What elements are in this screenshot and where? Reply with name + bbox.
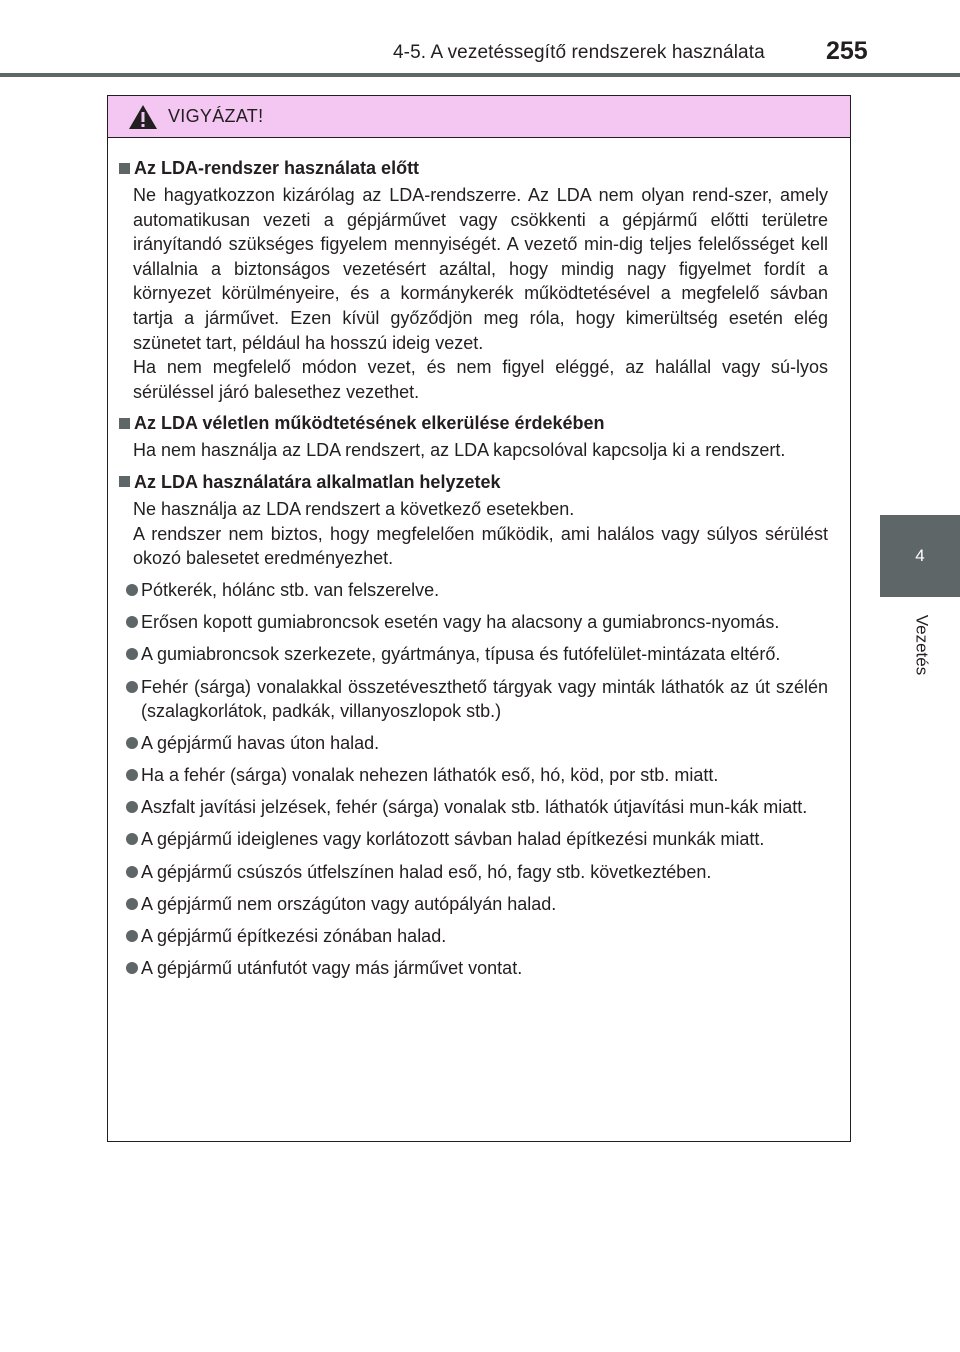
round-bullet-icon [126,930,138,942]
caution-header [108,96,850,138]
square-bullet-icon [119,476,130,487]
paragraph: Ne használja az LDA rendszert a következő esetekben. [133,498,575,519]
section-heading [118,470,840,494]
section-heading [118,411,840,435]
header-divider [0,73,960,77]
section-heading-text: Az LDA véletlen működtetésének elkerülése érdekében [134,413,605,434]
list-item-text: A gépjármű havas úton halad. [141,733,380,754]
paragraph: Ha nem megfelelő módon vezet, és nem figyel eléggé, az halállal vagy sú-lyos sérüléssel járó balesethez vezethet. [133,357,828,402]
round-bullet-icon [126,898,138,910]
list-item [125,578,828,603]
list-item [125,795,828,820]
list-item [125,731,828,756]
list-item-text: Ha a fehér (sárga) vonalak nehezen láthatók eső, hó, köd, por stb. miatt. [141,765,719,786]
chapter-tab[interactable] [880,515,960,597]
section-header-title: 4-5. A vezetéssegítő rendszerek használata [393,42,765,63]
list-item-text: A gépjármű csúszós útfelszínen halad eső, hó, fagy stb. következtében. [141,861,712,882]
list-item [125,610,828,635]
section-heading-text: Az LDA-rendszer használata előtt [134,158,420,178]
list-item-text: Aszfalt javítási jelzések, fehér (sárga) vonalak stb. láthatók útjavítási mun-kák miatt. [141,797,808,818]
round-bullet-icon [126,801,138,813]
chapter-label-text: Vezetés [912,614,931,676]
list-item [125,675,828,724]
list-item [125,642,828,667]
page-number: 255 [826,37,868,65]
list-item [125,892,828,917]
round-bullet-icon [126,616,138,628]
chapter-tab-number: 4 [915,546,925,565]
list-item [125,860,828,885]
square-bullet-icon [119,418,130,429]
paragraph: Ha nem használja az LDA rendszert, az LDA kapcsolóval kapcsolja ki a rendszert. [133,440,786,461]
list-item [125,827,828,852]
list-item-text: A gépjármű nem országúton vagy autópályán halad. [141,893,557,914]
caution-body [108,138,850,980]
caution-box [107,95,851,1142]
caution-title: VIGYÁZAT! [168,106,264,126]
round-bullet-icon [126,962,138,974]
round-bullet-icon [126,737,138,749]
round-bullet-icon [126,584,138,596]
square-bullet-icon [119,163,130,174]
list-item-text: A gépjármű utánfutót vagy más járművet vontat. [141,957,523,978]
section-text [118,183,840,404]
list-item-text: A gépjármű ideiglenes vagy korlátozott sávban halad építkezési munkák miatt. [141,829,765,850]
round-bullet-icon [126,866,138,878]
list-item [125,956,828,981]
list-item [125,763,828,788]
section-heading [118,156,840,180]
list-item-text: A gumiabroncsok szerkezete, gyártmánya, típusa és futófelület-mintázata eltérő. [141,644,781,665]
round-bullet-icon [126,769,138,781]
section-text [118,438,840,463]
list-item-text: Fehér (sárga) vonalakkal összetéveszthető tárgyak vagy minták láthatók az út szélén (szalagkorlátok, padkák, villanyoszlopok stb.) [141,676,828,722]
section-text [118,497,840,571]
round-bullet-icon [126,833,138,845]
bullet-list [118,578,840,980]
round-bullet-icon [126,648,138,660]
round-bullet-icon [126,681,138,693]
warning-triangle-icon [128,104,158,130]
list-item-text: A gépjármű építkezési zónában halad. [141,925,447,946]
list-item-text: Erősen kopott gumiabroncsok esetén vagy ha alacsony a gumiabroncs-nyomás. [141,612,780,633]
list-item-text: Pótkerék, hólánc stb. van felszerelve. [141,580,440,601]
section-heading-text: Az LDA használatára alkalmatlan helyzetek [134,471,501,492]
chapter-label [886,605,956,685]
paragraph: Ne hagyatkozzon kizárólag az LDA-rendszerre. Az LDA nem olyan rend-szer, amely automatikusan vezeti a gépjárművet vagy csökkenti a gépjármű előtti területre irányítandó szükséges figyelem mennyiségét. A vezető min-dig teljes felelősséget kell vállalnia a biztonságos vezetésért azáltal, hogy mindig nagy figyelmet fordít a környezet körülményeire, és a kormánykerék működtetésével a megfelelő sávban tartja a járművet. Ezen kívül győződjön meg róla, hogy kimerültség esetén elég szünetet tart, például ha hosszú ideig vezet. [133,185,828,353]
list-item [125,924,828,949]
paragraph: A rendszer nem biztos, hogy megfelelően működik, ami halálos vagy súlyos sérülést okozó balesetet eredményezhet. [133,523,828,569]
